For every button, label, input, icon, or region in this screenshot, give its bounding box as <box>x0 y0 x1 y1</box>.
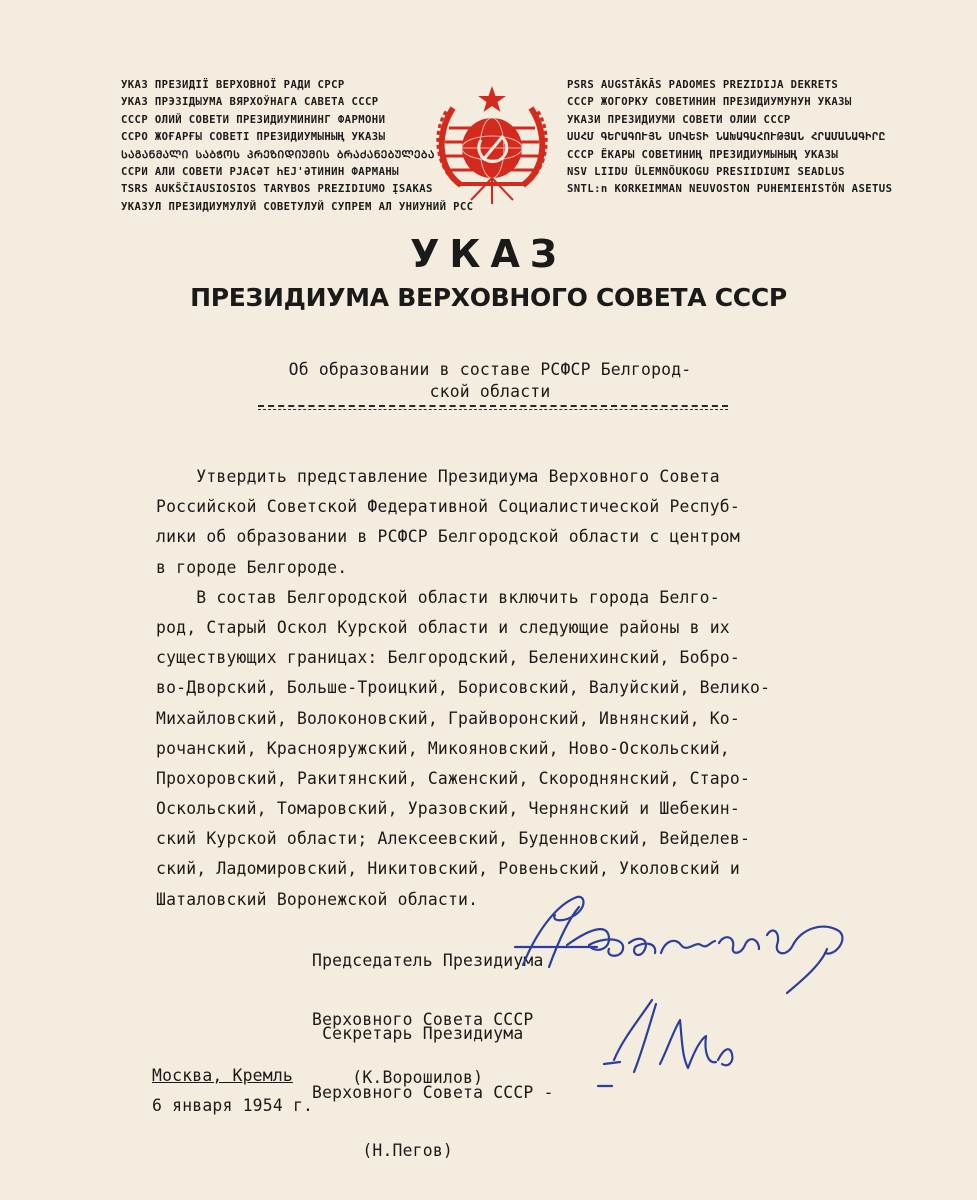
header-left-line: TSRS AUKŠČIAUSIOSIOS TARYBOS PREZIDIUMO ĮSAKAS <box>121 183 433 196</box>
body-line: существующих границах: Белгородский, Беленихинский, Бобро- <box>156 648 740 668</box>
decree-place: Москва, Кремль <box>152 1066 293 1085</box>
body-line: рочанский, Краснояружский, Микояновский, Ново-Оскольский, <box>156 738 730 758</box>
subject-line: ской области <box>429 382 551 401</box>
header-right-line: SNTL:n KORKEIMMAN NEUVOSTON PUHEMIEHISTÖN ASETUS <box>567 183 893 196</box>
secretary-name: (Н.Пегов) <box>312 1141 453 1160</box>
decree-subtitle: ПРЕЗИДИУМА ВЕРХОВНОГО СОВЕТА СССР <box>190 283 787 312</box>
decree-title: УКАЗ <box>410 232 567 276</box>
decree-body <box>156 462 856 915</box>
chairman-title-line: Председатель Президиума <box>312 951 544 970</box>
header-right-line: NSV LIIDU ÜLEMNÕUKOGU PRESIIDIUMI SEADLUS <box>567 166 845 179</box>
header-left-column <box>121 77 474 216</box>
header-left-line: УКАЗ ПРЭЗІДЫУМА ВЯРХОЎНАГА САВЕТА СССР <box>121 96 379 109</box>
header-right-column <box>567 77 893 199</box>
body-line: Прохоровский, Ракитянский, Саженский, Скороднянский, Старо- <box>156 768 751 788</box>
header-left-line: УКАЗ ПРЕЗИДІЇ ВЕРХОВНОЇ РАДИ СРСР <box>121 79 345 91</box>
voroshilov-handwritten-signature <box>505 885 865 995</box>
body-line: ский Курской области; Алексеевский, Буденновский, Вейделев- <box>156 829 751 849</box>
subject-underline <box>258 409 728 410</box>
header-left-line: ССРО ЖОҒАРҒЫ СОВЕТІ ПРЕЗИДИУМЫНЫҢ УКАЗЫ <box>121 131 386 144</box>
subject-underline <box>258 405 728 407</box>
body-line: Оскольский, Томаровский, Уразовский, Чернянский и Шебекин- <box>156 799 740 819</box>
body-line: ский, Ладомировский, Никитовский, Ровеньский, Уколовский и <box>156 859 740 879</box>
secretary-signature-block <box>312 985 554 1200</box>
header-right-line: ՍՍՀՄ ԳԵՐԱԳՈՒՅՆ ՍՈՎԵՏԻ ՆԱԽԱԳԱՀՈՒԹՅԱՆ ՀՐԱՄԱՆԱԳԻՐԸ <box>567 131 886 144</box>
header-right-line: УКАЗИ ПРЕЗИДИУМИ СОВЕТИ ОЛИИ СССР <box>567 113 791 126</box>
header-left-line: ССРИ АЛИ СОВЕТИ РЈАСӘТ ҺЕЈ'ӘТИНИН ФАРМАНЫ <box>121 166 399 179</box>
ussr-emblem-icon <box>431 80 553 210</box>
body-line: Шаталовский Воронежской области. <box>156 889 479 909</box>
header-right-line: СССР ЖОГОРКУ СОВЕТИНИН ПРЕЗИДИУМУНУН УКАЗЫ <box>567 96 852 109</box>
decree-date: 6 января 1954 г. <box>152 1096 314 1115</box>
body-line: В состав Белгородской области включить города Белго- <box>156 587 720 607</box>
body-line: во-Дворский, Больше-Троицкий, Борисовский, Валуйский, Велико- <box>156 678 771 698</box>
header-left-line: ᲡᲐᲒᲐᲜᲛᲐᲚᲘ ᲡᲐᲑᲭᲝᲡ ᲞᲠᲔᲖᲘᲓᲘᲣᲛᲘᲡ ᲑᲠᲐᲫᲐᲜᲔᲑᲣᲚᲔᲑᲐ <box>121 148 435 161</box>
decree-subject <box>250 359 730 403</box>
header-right-line: СССР ЁКАРЫ СОВЕТИНИҢ ПРЕЗИДИУМЫНЫҢ УКАЗЫ <box>567 148 839 161</box>
subject-line: Об образовании в составе РСФСР Белгород- <box>288 360 692 379</box>
header-left-line: УКАЗУЛ ПРЕЗИДИУМУЛУЙ СОВЕТУЛУЙ СУПРЕМ АЛ УНИУНИЙ РСС <box>121 200 474 213</box>
body-line: в городе Белгороде. <box>156 557 348 577</box>
secretary-title-line: Секретарь Президиума <box>312 1024 524 1043</box>
header-right-line: PSRS AUGSTĀKĀS PADOMES PREZIDIJA DEKRETS <box>567 79 839 91</box>
body-line: лики об образовании в РСФСР Белгородской области с центром <box>156 527 740 547</box>
pegov-handwritten-signature <box>590 990 750 1100</box>
body-line: род, Старый Оскол Курской области и следующие районы в их <box>156 617 730 637</box>
body-line: Утвердить представление Президиума Верховного Совета <box>156 467 720 486</box>
body-line: Михайловский, Волоконовский, Грайворонский, Ивнянский, Ко- <box>156 708 740 728</box>
secretary-title-line: Верховного Совета СССР - <box>312 1082 554 1102</box>
body-line: Российской Советской Федеративной Социалистической Респуб- <box>156 497 740 517</box>
header-left-line: СССР ОЛИЙ СОВЕТИ ПРЕЗИДИУМИНИНГ ФАРМОНИ <box>121 113 386 126</box>
chairman-name: (К.Ворошилов) <box>312 1068 484 1087</box>
chairman-title-line: Верховного Совета СССР <box>312 1009 534 1029</box>
